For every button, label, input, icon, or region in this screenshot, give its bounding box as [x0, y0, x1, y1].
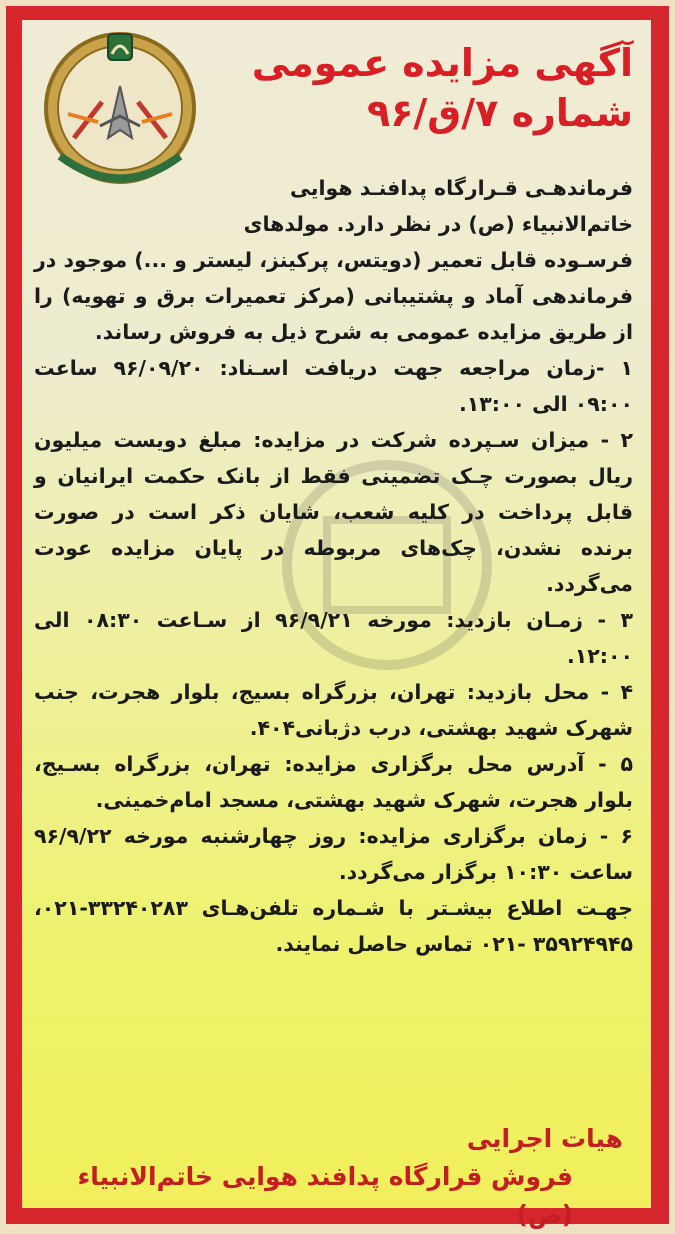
intro-paragraph: فرسـوده قابل تعمیر (دویتس، پرکینز، لیستر و ...) موجود در فرماندهی آماد و پشتیبانی (مرکز تعمیرات برق و تهویه) را از طریق مزایده عمومی به شرح ذیل به فروش رساند.	[34, 248, 633, 344]
contact-paragraph: جهـت اطلاع بیشـتر با شـماره تلفن‌هـای ۳۳۲۴۰۲۸۳-۰۲۱، ۳۵۹۲۴۹۴۵ -۰۲۱ تماس حاصل نمایند.	[34, 896, 633, 956]
list-item: ۵ - آدرس محل برگزاری مزایده: تهران، بزرگراه بسـیج، بلوار هجرت، شهرک شهید بهشتی، مسجد امام‌خمینی.	[34, 752, 633, 812]
ad-panel	[22, 20, 651, 1229]
ad-body	[34, 170, 633, 962]
list-item: ۳ - زمـان بازدید: مورخه ۹۶/۹/۲۱ از سـاعت ۰۸:۳۰ الی ۱۲:۰۰.	[34, 608, 633, 668]
ad-frame	[6, 6, 669, 1229]
title-line-1: آگهی مزایده عمومی	[251, 41, 633, 85]
air-defense-emblem-icon	[40, 26, 200, 191]
ad-signature	[34, 1120, 633, 1234]
ad-title	[193, 38, 633, 138]
intro-line-2: خاتم‌الانبیاء (ص) در نظر دارد. مولدهای	[243, 212, 633, 236]
intro-line-1: فرماندهـی قـرارگاه پدافنـد هوایی	[290, 176, 633, 200]
list-item: ۱ -زمان مراجعه جهت دریافت اسـناد: ۹۶/۰۹/۲۰ ساعت ۰۹:۰۰ الی ۱۳:۰۰.	[34, 356, 633, 416]
list-item: ۲ - میزان سـپرده شرکت در مزایده: مبلغ دویست میلیون ریال بصورت چـک تضمینی فقط از بانک حکمت ایرانیان و قابل پرداخت در کلیه شعب، شایان ذکر است در صورت برنده نشدن، چک‌های مربوطه در پایان مزایده عودت می‌گردد.	[34, 428, 633, 596]
signature-line-2: فروش قرارگاه پدافند هوایی خاتم‌الانبیاء (ص)	[77, 1162, 573, 1229]
title-line-2: شماره ۷/ق/۹۶	[367, 91, 633, 135]
signature-line-1: هیات اجرایی	[466, 1124, 623, 1153]
list-item: ۶ - زمان برگزاری مزایده: روز چهارشنبه مورخه ۹۶/۹/۲۲ ساعت ۱۰:۳۰ برگزار می‌گردد.	[34, 824, 633, 884]
list-item: ۴ - محل بازدید: تهران، بزرگراه بسیج، بلوار هجرت، جنب شهرک شهید بهشتی، درب دژبانی۴۰۴.	[34, 680, 633, 740]
